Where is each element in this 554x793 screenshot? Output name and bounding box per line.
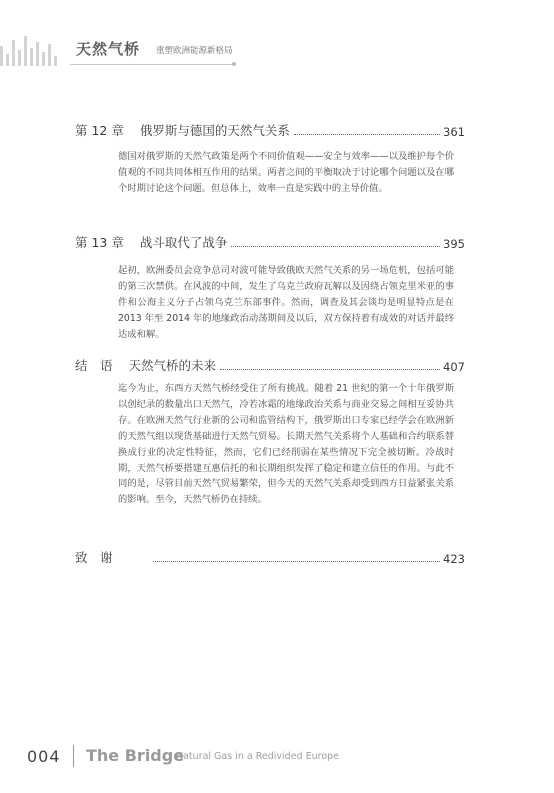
header-rule-dot: [232, 62, 236, 66]
page-number: 407: [443, 360, 465, 374]
running-head-subtitle: 重塑欧洲能源新格局: [156, 46, 233, 56]
toc-entry-heading[interactable]: [75, 233, 465, 251]
footer-book-title: The Bridge: [86, 746, 185, 765]
chapter-label: 致 谢: [75, 550, 113, 565]
chapter-label: 结 语: [75, 358, 113, 373]
dot-leader: [231, 245, 440, 247]
chapter-label: 第 12 章: [75, 123, 124, 138]
chapter-summary: 德国对俄罗斯的天然气政策是两个不同价值观——安全与效率——以及维护每个价值观的不同共同体相互作用的结果。两者之间的平衡取决于讨论哪个问题以及在哪个时期讨论这个问题。但总体上，效率一直是实践中的主导价值。: [118, 151, 454, 194]
toc-entry-heading[interactable]: [75, 356, 465, 374]
footer-book-subtitle: Natural Gas in a Redivided Europe: [176, 751, 340, 762]
chapter-label: 第 13 章: [75, 235, 124, 250]
page-number: 361: [443, 125, 465, 139]
dot-leader: [294, 133, 440, 135]
page-number: 423: [443, 552, 465, 566]
chapter-title: 战斗取代了战争: [139, 235, 228, 250]
chapter-title: 俄罗斯与德国的天然气关系: [139, 123, 290, 138]
chapter-title: 天然气桥的未来: [128, 358, 217, 373]
toc-entry-heading[interactable]: [75, 121, 465, 139]
page-number: 395: [443, 237, 465, 251]
header-decoration-bars: [0, 34, 64, 66]
chapter-summary: 迄今为止，东西方天然气桥经受住了所有挑战。随着 21 世纪的第一个十年俄罗斯以创纪录的数量出口天然气，冷若冰霜的地缘政治关系与商业交易之间相互妥协共存。在欧洲天然气行业新的公司和监管结构下，俄罗斯出口专家已经学会在欧洲新的天然气组以现货基础进行天然气贸易。长期天然气关系将个人基础和合约联系替换成行业的决定性特征，然而，它们已经削弱在某些情况下完全被切断。冷战时期，天然气桥要搭建互惠信托的和长期组织发挥了稳定和建立信任的作用。与此不同的是，尽管目前天然气贸易繁荣，但今天的天然气关系却受到西方日益紧张关系的影响。至今，天然气桥仍在持续。: [118, 383, 454, 506]
dot-leader: [153, 560, 441, 562]
header-rule: [70, 64, 232, 65]
chapter-summary: 起初，欧洲委员会竞争总司对波可能导致俄欧天然气关系的另一场危机，包括可能的第三次禁供。在风波的中间，发生了乌克兰政府瓦解以及因绕占领克里米亚的事件和公海主义分子占领乌克兰东部事件。然而，调查及其会谈均是明显特点是在 2013 年至 2014 年的地缘政治动荡期间及以后，双方保持着有成效的对话并最终达成和解。: [118, 265, 454, 340]
page-folio: 004: [27, 747, 61, 766]
dot-leader: [220, 368, 440, 370]
running-head-title: 天然气桥: [76, 40, 141, 58]
footer-separator: [73, 745, 74, 767]
toc-entry-heading[interactable]: [75, 548, 465, 566]
